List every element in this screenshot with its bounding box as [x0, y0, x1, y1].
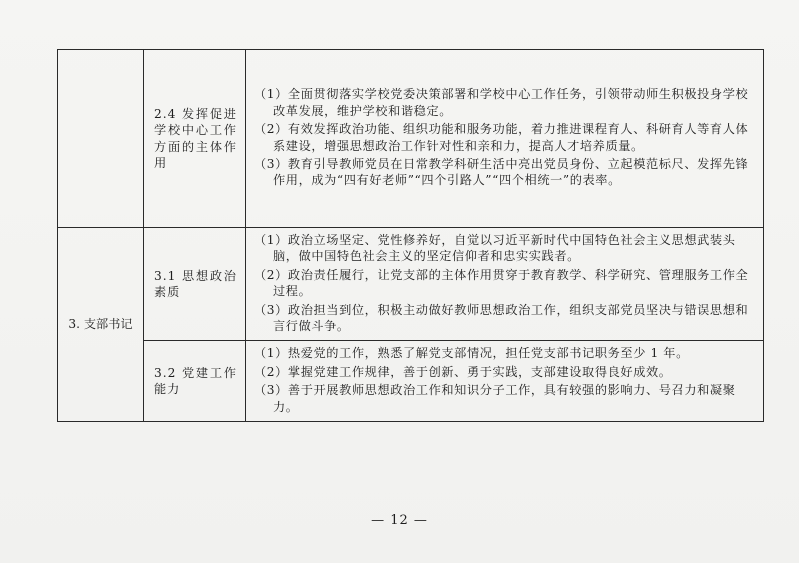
category-label: 3. 支部书记	[68, 317, 133, 332]
requirement-item: （3）政治担当到位，积极主动做好教师思想政治工作，组织支部党员坚决与错误思想和言行做斗争。	[254, 302, 749, 334]
category-cell	[58, 228, 144, 422]
sub-criterion-label: 3.2 党建工作能力	[154, 365, 237, 397]
page-number: — 12 —	[371, 513, 428, 528]
requirement-item: （3）善于开展教师思想政治工作和知识分子工作，具有较强的影响力、号召力和凝聚力。	[254, 383, 736, 414]
requirement-item: （2）有效发挥政治功能、组织功能和服务功能，着力推进课程育人、科研育人等育人体系建设，增强思想政治工作针对性和亲和力，提高人才培养质量。	[254, 122, 749, 153]
requirement-item: （2）掌握党建工作规律，善于创新、勇于实践，支部建设取得良好成效。	[254, 364, 672, 379]
table-row	[58, 50, 764, 228]
standards-table	[57, 49, 764, 422]
sub-criterion-cell	[144, 50, 246, 228]
sub-criterion-label: 3.1 思想政治素质	[154, 268, 237, 300]
table-row	[58, 341, 764, 422]
requirements-cell	[246, 50, 764, 228]
sub-criterion-cell	[144, 228, 246, 341]
requirement-item: （1）热爱党的工作，熟悉了解党支部情况，担任党支部书记职务至少 1 年。	[254, 346, 689, 361]
requirements-cell	[246, 341, 764, 422]
sub-criterion-label: 2.4 发挥促进学校中心工作方面的主体作用	[154, 106, 237, 170]
requirement-item: （1）全面贯彻落实学校党委决策部署和学校中心工作任务，引领带动师生积极投身学校改革发展，维护学校和谐稳定。	[254, 87, 749, 118]
requirement-item: （2）政治责任履行，让党支部的主体作用贯穿于教育教学、科学研究、管理服务工作全过程。	[254, 267, 749, 299]
requirements-cell	[246, 228, 764, 341]
requirement-item: （3）教育引导教师党员在日常教学科研生活中亮出党员身份、立起模范标尺、发挥先锋作用，成为“四有好老师”“四个引路人”“四个相统一”的表率。	[254, 156, 749, 188]
requirement-item: （1）政治立场坚定、党性修养好，自觉以习近平新时代中国特色社会主义思想武装头脑，做中国特色社会主义的坚定信仰者和忠实实践者。	[254, 233, 736, 264]
table-row	[58, 228, 764, 341]
sub-criterion-cell	[144, 341, 246, 422]
category-cell-empty	[58, 50, 144, 228]
